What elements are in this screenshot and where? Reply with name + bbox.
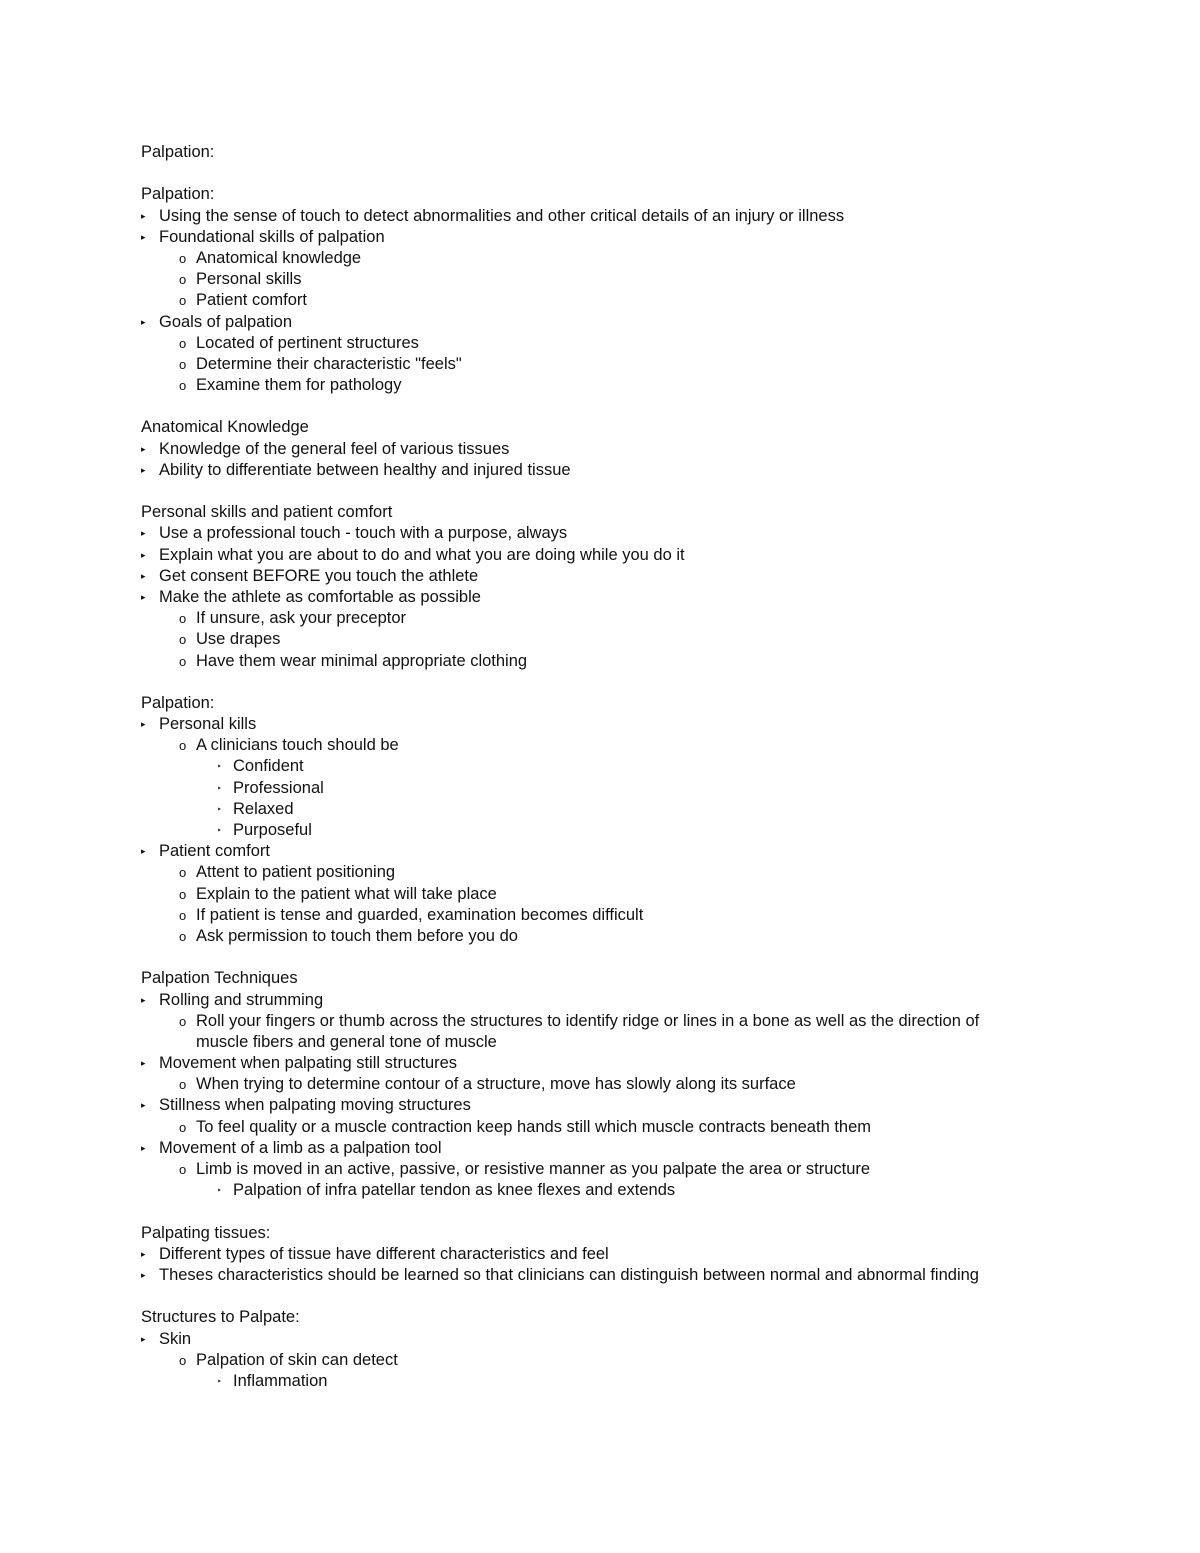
triangle-bullet-icon: ▸ [141, 231, 146, 242]
circle-bullet-icon: o [179, 356, 187, 372]
list-item-text: Use a professional touch - touch with a purpose, always [159, 524, 568, 543]
list-item-text: To feel quality or a muscle contraction keep hands still which muscle contracts beneath them [196, 1117, 872, 1136]
list-item [141, 1117, 1141, 1138]
list-item-text: Located of pertinent structures [196, 333, 419, 352]
circle-bullet-icon: o [179, 378, 187, 394]
circle-bullet-icon: o [179, 1119, 187, 1135]
triangle-bullet-icon: ▸ [141, 1058, 146, 1069]
section-spacer [141, 163, 1141, 184]
list-item [141, 1095, 1141, 1116]
triangle-bullet-icon: ▸ [141, 210, 146, 221]
list-item [141, 1180, 1141, 1201]
list-item [141, 651, 1141, 672]
list-item-text: If patient is tense and guarded, examination becomes difficult [196, 905, 644, 924]
list-item [141, 820, 1141, 841]
list-item-text: Use drapes [196, 630, 281, 649]
list-item [141, 227, 1141, 248]
triangle-bullet-icon: ‣ [217, 1376, 222, 1386]
list-item [141, 439, 1141, 460]
list-item-text: Personal skills [196, 270, 302, 289]
circle-bullet-icon: o [179, 335, 187, 351]
section-heading-text: Palpation Techniques [141, 969, 298, 988]
triangle-bullet-icon: ▸ [141, 591, 146, 602]
list-item [141, 1053, 1141, 1074]
list-item-text: Inflammation [233, 1371, 328, 1390]
triangle-bullet-icon: ▸ [141, 846, 146, 857]
circle-bullet-icon: o [179, 1162, 187, 1177]
document-title-text: Palpation: [141, 143, 215, 161]
list-item-text: Knowledge of the general feel of various tissues [159, 439, 510, 458]
list-item [141, 756, 1141, 777]
list-item [141, 778, 1141, 799]
list-item-text: Goals of palpation [159, 312, 293, 331]
section-heading-text: Palpating tissues: [141, 1223, 271, 1242]
list-item [141, 248, 1141, 269]
list-item [141, 206, 1141, 227]
list-item-text: Palpation of skin can detect [196, 1350, 398, 1369]
section-heading [141, 502, 1141, 523]
circle-bullet-icon: o [179, 1013, 187, 1029]
triangle-bullet-icon: ▸ [141, 549, 146, 560]
triangle-bullet-icon: ▸ [141, 1269, 146, 1280]
section-heading-text: Anatomical Knowledge [141, 418, 309, 437]
triangle-bullet-icon: ‣ [217, 804, 222, 814]
circle-bullet-icon: o [179, 1077, 187, 1093]
section-heading [141, 1307, 1141, 1328]
list-item-text: Personal kills [159, 715, 257, 734]
document-title [141, 142, 1141, 163]
list-item-text: Foundational skills of palpation [159, 227, 385, 246]
list-item-text: Professional [233, 778, 324, 797]
circle-bullet-icon: o [179, 632, 187, 648]
document-body [141, 142, 1141, 1392]
list-item [141, 545, 1141, 566]
list-item [141, 926, 1141, 947]
list-item [141, 1350, 1141, 1371]
triangle-bullet-icon: ‣ [217, 826, 222, 835]
list-item [141, 799, 1141, 820]
list-item [141, 1159, 1141, 1180]
triangle-bullet-icon: ▸ [141, 443, 146, 454]
section-heading-text: Palpation: [141, 693, 215, 712]
list-item [141, 629, 1141, 650]
list-item-text: Patient comfort [196, 291, 307, 310]
list-item [141, 523, 1141, 544]
list-item [141, 1138, 1141, 1159]
list-item-text: A clinicians touch should be [196, 736, 399, 755]
circle-bullet-icon: o [179, 907, 187, 923]
list-item [141, 1074, 1141, 1095]
triangle-bullet-icon: ▸ [141, 994, 146, 1005]
triangle-bullet-icon: ▸ [141, 1248, 146, 1259]
circle-bullet-icon: o [179, 738, 187, 754]
circle-bullet-icon: o [179, 250, 187, 266]
section-spacer [141, 481, 1141, 502]
list-item-text: If unsure, ask your preceptor [196, 609, 407, 628]
triangle-bullet-icon: ▸ [141, 464, 146, 475]
list-item [141, 1011, 1141, 1032]
list-item-text: Ask permission to touch them before you do [196, 926, 518, 945]
list-item-text: Rolling and strumming [159, 990, 324, 1009]
circle-bullet-icon: o [179, 293, 187, 309]
section-heading [141, 1223, 1141, 1244]
section-heading [141, 417, 1141, 438]
section-heading [141, 968, 1141, 989]
list-item [141, 566, 1141, 587]
list-item [141, 333, 1141, 354]
section-spacer [141, 396, 1141, 417]
circle-bullet-icon: o [179, 611, 187, 627]
section-heading-text: Structures to Palpate: [141, 1308, 300, 1327]
triangle-bullet-icon: ▸ [141, 1100, 146, 1111]
list-item-text: Explain what you are about to do and what you are doing while you do it [159, 545, 685, 564]
list-item [141, 1244, 1141, 1265]
list-item [141, 735, 1141, 756]
list-item-text: Determine their characteristic "feels" [196, 354, 462, 373]
list-item-text: Palpation of infra patellar tendon as knee flexes and extends [233, 1181, 676, 1200]
list-item [141, 608, 1141, 629]
triangle-bullet-icon: ▸ [141, 719, 146, 730]
list-item [141, 290, 1141, 311]
circle-bullet-icon: o [179, 1352, 187, 1368]
list-item-text: Confident [233, 757, 304, 776]
section-heading-text: Personal skills and patient comfort [141, 503, 393, 522]
list-item [141, 884, 1141, 905]
list-item-text: Anatomical knowledge [196, 248, 362, 267]
list-item-text: Make the athlete as comfortable as possible [159, 587, 481, 606]
list-item [141, 862, 1141, 883]
list-item-text: Purposeful [233, 821, 312, 839]
list-item-text: Different types of tissue have different characteristics and feel [159, 1244, 609, 1263]
list-item [141, 1371, 1141, 1392]
list-item-text: Attent to patient positioning [196, 863, 396, 882]
list-item-text: Limb is moved in an active, passive, or resistive manner as you palpate the area or structure [196, 1160, 871, 1178]
circle-bullet-icon: o [179, 865, 187, 881]
list-item [141, 1265, 1141, 1286]
section-spacer [141, 1201, 1141, 1222]
list-item-text: Patient comfort [159, 842, 270, 861]
list-item [141, 905, 1141, 926]
triangle-bullet-icon: ▸ [141, 1142, 146, 1153]
section-spacer [141, 1286, 1141, 1307]
triangle-bullet-icon: ‣ [217, 762, 222, 772]
list-item-text: Using the sense of touch to detect abnormalities and other critical details of an injury or illness [159, 206, 845, 225]
list-item [141, 587, 1141, 608]
list-item [141, 990, 1141, 1011]
list-item-text: Relaxed [233, 799, 294, 818]
triangle-bullet-icon: ▸ [141, 1333, 146, 1344]
list-item-text: When trying to determine contour of a structure, move has slowly along its surface [196, 1075, 796, 1094]
list-item-text: Explain to the patient what will take place [196, 884, 497, 903]
section-heading [141, 184, 1141, 205]
list-item-text: Movement of a limb as a palpation tool [159, 1138, 442, 1157]
circle-bullet-icon: o [179, 928, 187, 944]
list-item-text: Movement when palpating still structures [159, 1054, 458, 1073]
circle-bullet-icon: o [179, 272, 187, 288]
triangle-bullet-icon: ‣ [217, 783, 222, 793]
section-heading-text: Palpation: [141, 185, 215, 204]
circle-bullet-icon: o [179, 886, 187, 902]
list-item [141, 460, 1141, 481]
list-item-text: Have them wear minimal appropriate clothing [196, 651, 528, 670]
list-item-text: Examine them for pathology [196, 376, 402, 395]
list-item [141, 1032, 1141, 1053]
list-item [141, 312, 1141, 333]
triangle-bullet-icon: ▸ [141, 570, 146, 581]
list-item-text: Roll your fingers or thumb across the structures to identify ridge or lines in a bone as well as the direction of [196, 1011, 980, 1030]
triangle-bullet-icon: ▸ [141, 316, 146, 327]
list-item-text: Theses characteristics should be learned so that clinicians can distinguish between normal and abnormal finding [159, 1265, 979, 1284]
triangle-bullet-icon: ▸ [141, 528, 146, 539]
list-item-text: Skin [159, 1329, 192, 1348]
list-item-text: Get consent BEFORE you touch the athlete [159, 566, 479, 585]
list-item [141, 714, 1141, 735]
section-spacer [141, 672, 1141, 693]
triangle-bullet-icon: ‣ [217, 1186, 222, 1196]
list-item [141, 841, 1141, 862]
list-item [141, 375, 1141, 396]
list-item [141, 354, 1141, 375]
list-item [141, 1329, 1141, 1350]
list-item-text: Stillness when palpating moving structures [159, 1096, 471, 1115]
section-spacer [141, 947, 1141, 968]
list-item-text: Ability to differentiate between healthy and injured tissue [159, 460, 571, 479]
circle-bullet-icon: o [179, 653, 187, 669]
list-item-text: muscle fibers and general tone of muscle [196, 1032, 497, 1051]
list-item [141, 269, 1141, 290]
section-heading [141, 693, 1141, 714]
